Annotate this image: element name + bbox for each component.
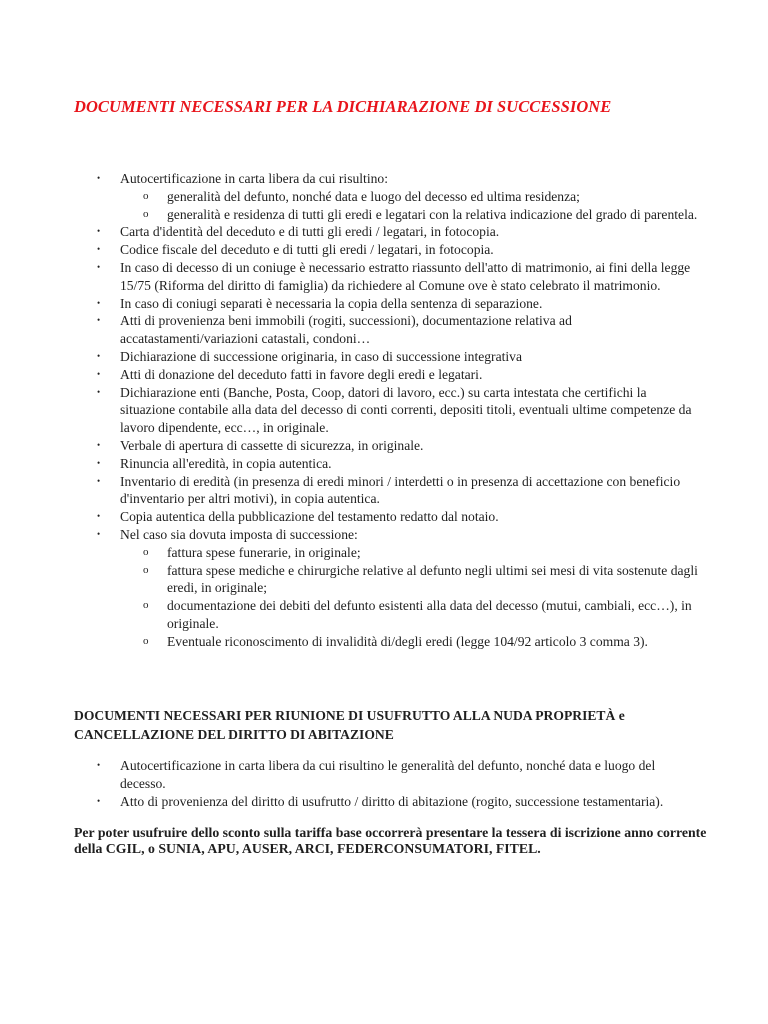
bullet-icon: • xyxy=(97,528,101,539)
list-item-text: Verbale di apertura di cassette di sicurezza, in originale. xyxy=(120,437,424,453)
sub-list-item-text: Eventuale riconoscimento di invalidità di/degli eredi (legge 104/92 articolo 3 comma 3). xyxy=(167,633,648,649)
sub-list-item xyxy=(0,188,698,206)
list-item xyxy=(0,348,698,366)
list-item xyxy=(0,259,698,295)
bullet-icon: • xyxy=(97,475,101,486)
list-item xyxy=(0,508,698,526)
list-item-text: Atti di provenienza beni immobili (rogiti, successioni), documentazione relativa ad accatastamenti/variazioni catastali, condoni… xyxy=(120,313,572,347)
bullet-icon: • xyxy=(97,368,101,379)
bullet-icon: • xyxy=(97,511,101,522)
sub-bullet-icon: o xyxy=(143,207,149,220)
sub-bullet-icon: o xyxy=(143,599,149,612)
bullet-icon: • xyxy=(97,244,101,255)
list-item-text: Autocertificazione in carta libera da cui risultino: xyxy=(120,171,388,186)
sub-list xyxy=(120,544,698,651)
sub-bullet-icon: o xyxy=(143,563,149,576)
bullet-icon: • xyxy=(97,439,101,450)
list-item-text: Atti di donazione del deceduto fatti in favore degli eredi e legatari. xyxy=(120,366,483,382)
bullet-icon: • xyxy=(97,350,101,361)
list-item-text: In caso di coniugi separati è necessaria la copia della sentenza di separazione. xyxy=(120,295,543,311)
list-item xyxy=(0,384,698,437)
list-item xyxy=(0,473,698,509)
bullet-icon: • xyxy=(97,315,101,326)
list-item xyxy=(0,223,698,241)
list-item-text: Autocertificazione in carta libera da cui risultino le generalità del defunto, nonché data e luogo del decesso. xyxy=(120,758,656,791)
sub-list xyxy=(120,188,698,224)
list-item xyxy=(0,312,698,348)
list-item-text: Nel caso sia dovuta imposta di successione: xyxy=(120,526,358,542)
sub-list-item xyxy=(0,562,698,598)
required-documents-list xyxy=(0,170,768,651)
sub-list-item-text: documentazione dei debiti del defunto esistenti alla data del decesso (mutui, cambiali, ecc…), in originale. xyxy=(167,598,692,631)
list-item xyxy=(0,295,698,313)
bullet-icon: • xyxy=(97,386,101,397)
list-item xyxy=(0,241,698,259)
sub-list-item-text: generalità del defunto, nonché data e luogo del decesso ed ultima residenza; xyxy=(167,188,580,204)
list-item xyxy=(0,437,698,455)
sub-list-item-text: fattura spese mediche e chirurgiche relative al defunto negli ultimi sei mesi di vita sostenute dagli eredi, in originale; xyxy=(167,562,698,596)
bullet-icon: • xyxy=(97,261,101,272)
sub-list-item-text: fattura spese funerarie, in originale; xyxy=(167,544,361,560)
sub-bullet-icon: o xyxy=(143,189,149,202)
sub-list-item-text: generalità e residenza di tutti gli eredi e legatari con la relativa indicazione del grado di parentela. xyxy=(167,206,698,222)
list-item-text: In caso di decesso di un coniuge è necessario estratto riassunto dell'atto di matrimonio, ai fini della legge 15/75 (Riforma del diritto di famiglia) da richiedere al Comune ove è stato celebrato il matrimonio. xyxy=(120,259,691,293)
usufrutto-documents-list xyxy=(0,757,768,810)
sub-list-item xyxy=(0,633,698,651)
list-item xyxy=(0,170,698,223)
list-item-text: Dichiarazione di successione originaria, in caso di successione integrativa xyxy=(120,348,523,364)
document-title: DOCUMENTI NECESSARI PER LA DICHIARAZIONE DI SUCCESSIONE xyxy=(74,97,612,116)
list-item xyxy=(0,526,698,651)
sub-bullet-icon: o xyxy=(143,545,149,558)
list-item-text: Codice fiscale del deceduto e di tutti gli eredi / legatari, in fotocopia. xyxy=(120,242,494,258)
sub-list-item xyxy=(0,206,698,224)
list-item xyxy=(0,793,698,811)
sub-bullet-icon: o xyxy=(143,634,149,647)
list-item-text: Rinuncia all'eredità, in copia autentica. xyxy=(120,455,332,471)
list-item-text: Copia autentica della pubblicazione del testamento redatto dal notaio. xyxy=(120,509,499,525)
bullet-icon: • xyxy=(97,457,101,468)
sub-list-item xyxy=(0,597,698,633)
bullet-icon: • xyxy=(97,173,101,183)
section-heading-usufrutto: DOCUMENTI NECESSARI PER RIUNIONE DI USUFRUTTO ALLA NUDA PROPRIETÀ e CANCELLAZIONE DEL DIRITTO DI ABITAZIONE xyxy=(74,708,625,742)
bullet-icon: • xyxy=(97,226,101,237)
bullet-icon: • xyxy=(97,297,101,308)
list-item-text: Carta d'identità del deceduto e di tutti gli eredi / legatari, in fotocopia. xyxy=(120,224,500,240)
list-item xyxy=(0,757,698,793)
list-item xyxy=(0,455,698,473)
bullet-icon: • xyxy=(97,795,101,806)
list-item-text: Inventario di eredità (in presenza di eredi minori / interdetti o in presenza di accettazione con beneficio d'inventario per altri motivi), in copia autentica. xyxy=(120,473,681,507)
list-item-text: Atto di provenienza del diritto di usufrutto / diritto di abitazione (rogito, successione testamentaria). xyxy=(120,793,664,809)
list-item xyxy=(0,366,698,384)
discount-note: Per poter usufruire dello sconto sulla tariffa base occorrerà presentare la tessera di iscrizione anno corrente della CGIL, o SUNIA, APU, AUSER, ARCI, FEDERCONSUMATORI, FITEL. xyxy=(74,825,707,856)
sub-list-item xyxy=(0,544,698,562)
list-item-text: Dichiarazione enti (Banche, Posta, Coop, datori di lavoro, ecc.) su carta intestata che certifichi la situazione contabile alla data del decesso di conti correnti, depositi titoli, eventuali ultime competenze da lavoro dipendente, ecc…, in originale. xyxy=(120,384,692,436)
bullet-icon: • xyxy=(97,760,101,770)
